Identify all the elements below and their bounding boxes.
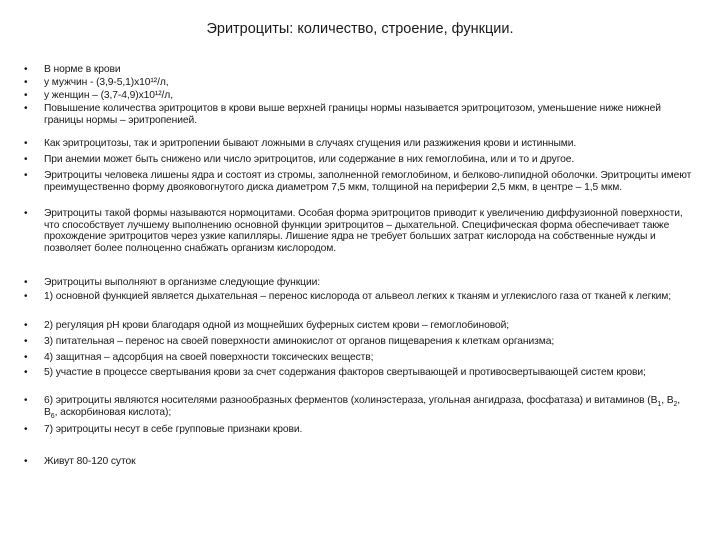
list-item-text: 4) защитная – адсорбция на своей поверхности токсических веществ; (44, 352, 374, 363)
bullet-icon: • (24, 208, 28, 219)
list-item-text: 2) регуляция pH крови благодаря одной из мощнейших буферных систем крови – гемоглобиновой; (44, 320, 510, 331)
bullet-icon: • (24, 395, 28, 406)
list-item-text: 5) участие в процессе свертывания крови за счет содержания факторов свертывающей и противосвертывающей систем крови; (44, 367, 646, 378)
list-item-text: Эритроциты человека лишены ядра и состоят из стромы, заполненной гемоглобином, и белково-липидной оболочки. Эритроциты имеют преимущественно форму двояковогнутого диска диаметром 7,5 мкм, толщиной на периферии 2,5 мкм, в центре – 1,5 мкм. (44, 170, 692, 193)
bullet-icon: • (24, 456, 28, 467)
list-item-text: у мужчин - (3,9-5,1)x10¹²/л, (44, 77, 169, 88)
list-item-text: 1) основной функцией является дыхательная – перенос кислорода от альвеол легких к тканям и углекислого газа от тканей к легким; (44, 291, 672, 302)
list-item-text: В норме в крови (44, 64, 121, 75)
list-item-text: Повышение количества эритроцитов в крови выше верхней границы нормы называется эритроцитозом, уменьшение ниже нижней границы нормы – эритропенией. (44, 103, 661, 126)
list-item-text: 7) эритроциты несут в себе групповые признаки крови. (44, 424, 303, 435)
bullet-icon: • (24, 138, 28, 149)
bullet-icon: • (24, 64, 28, 75)
list-item-text: Живут 80-120 суток (44, 456, 136, 467)
bullet-icon: • (24, 424, 28, 435)
list-item-text: Эритроциты такой формы называются нормоцитами. Особая форма эритроцитов приводит к увеличению диффузионной поверхности, что способствует лучшему выполнению основной функции эритроцитов – дыхательной. Специфическая форма обеспечивает также прохождение эритроцитов через узкие капилляры. Лишение ядра не требует больших затрат кислорода на собственные нужды и позволяет более полноценно снабжать организм кислородом. (44, 208, 683, 254)
bullet-icon: • (24, 367, 28, 378)
bullet-icon: • (24, 320, 28, 331)
list-item-text: у женщин – (3,7-4,9)x10¹²/л, (44, 90, 173, 101)
bullet-icon: • (24, 103, 28, 114)
bullet-icon: • (24, 170, 28, 181)
list-item-text: При анемии может быть снижено или число эритроцитов, или содержание в них гемоглобина, или и то и другое. (44, 154, 575, 165)
bullet-icon: • (24, 291, 28, 302)
list-item-text: Эритроциты выполняют в организме следующие функции: (44, 277, 321, 288)
list-item-text: 3) питательная – перенос на своей поверхности аминокислот от органов пищеварения к клеткам организма; (44, 336, 555, 347)
bullet-icon: • (24, 277, 28, 288)
bullet-icon: • (24, 154, 28, 165)
list-item-text: 6) эритроциты являются носителями разнообразных ферментов (холинэстераза, угольная ангидраза, фосфатаза) и витаминов ($B_1$, $B_2$, $B_6$, аскорбиновая кислота); (44, 395, 681, 420)
list-item-text: Как эритроцитозы, так и эритропении бывают ложными в случаях сгущения или разжижения крови и истинными. (44, 138, 577, 149)
slide-title: Эритроциты: количество, строение, функции. (206, 21, 514, 37)
bullet-icon: • (24, 90, 28, 101)
bullet-icon: • (24, 352, 28, 363)
bullet-icon: • (24, 336, 28, 347)
bullet-icon: • (24, 77, 28, 88)
